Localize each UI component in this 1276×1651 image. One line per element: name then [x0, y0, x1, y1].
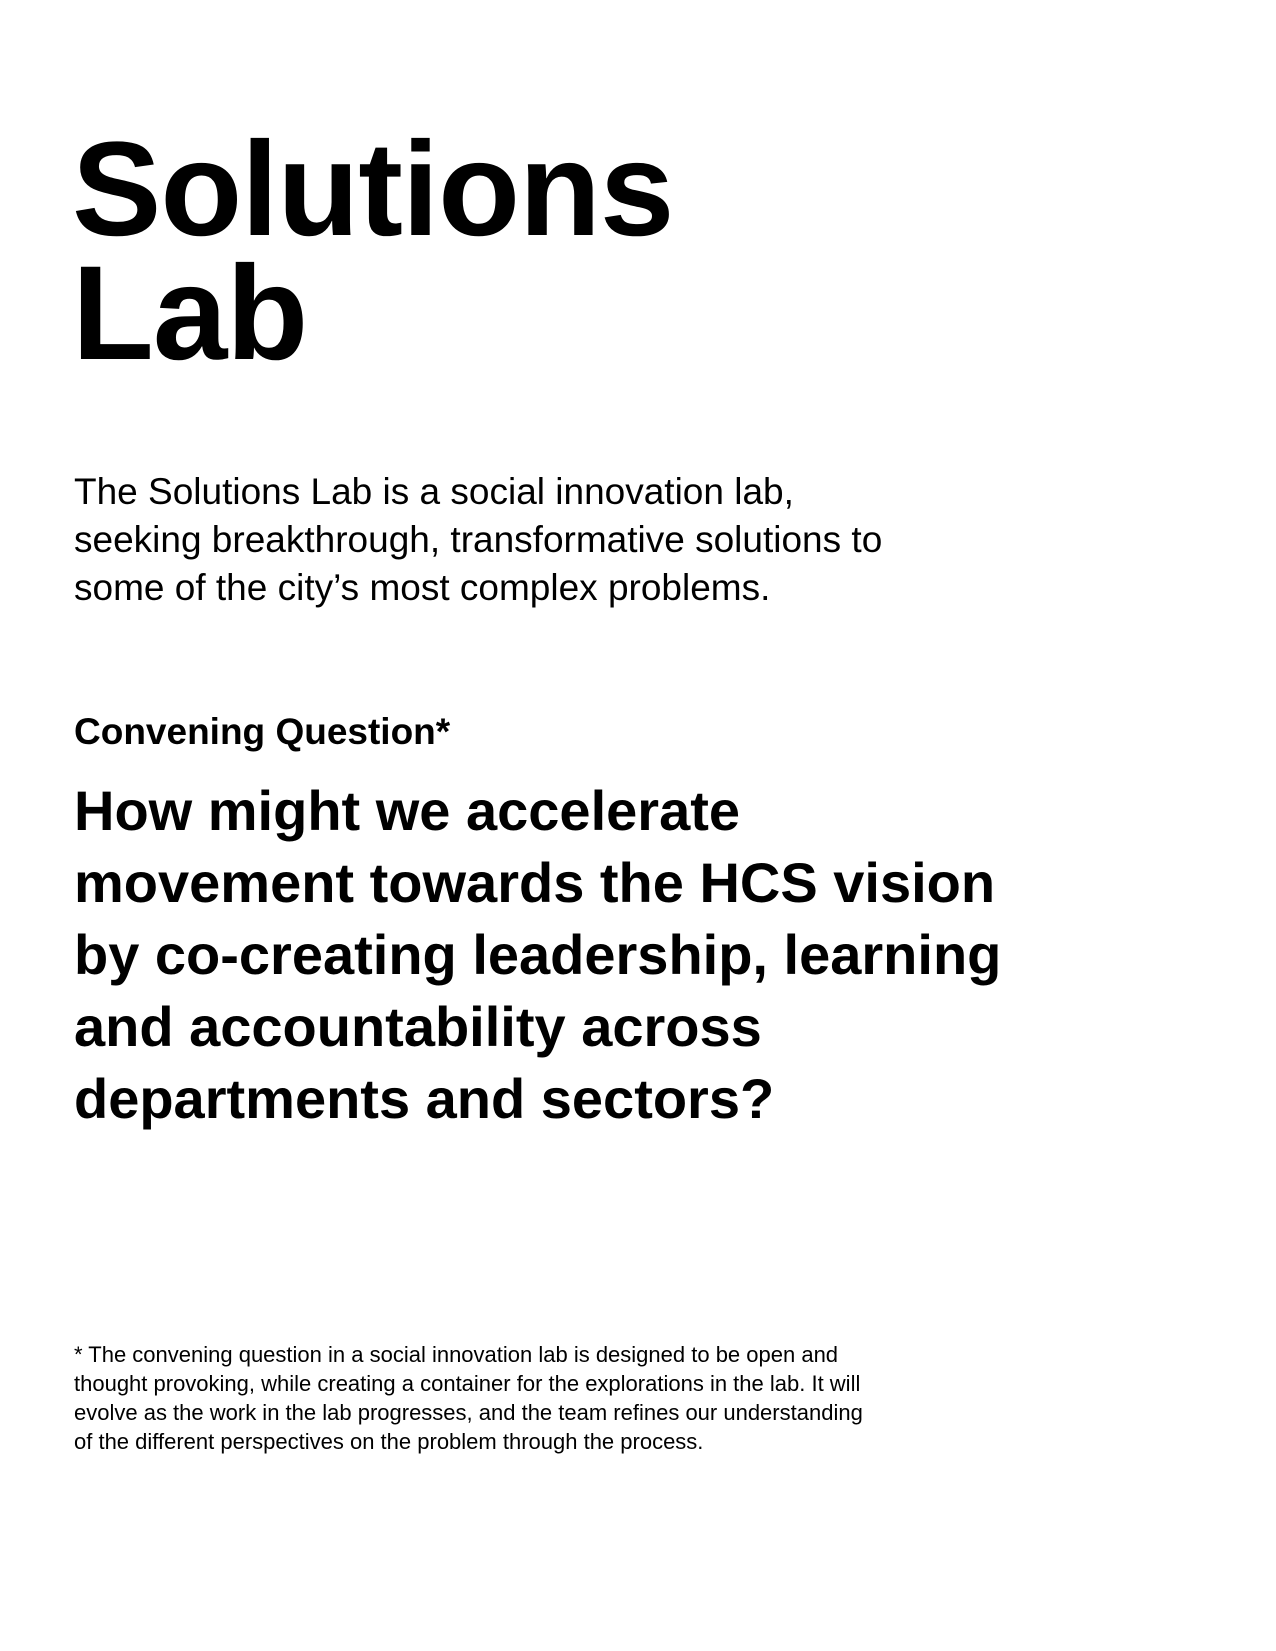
page-title-line-2: Lab — [72, 239, 308, 388]
question-line: departments and sectors? — [74, 1067, 775, 1130]
intro-line: The Solutions Lab is a social innovation lab, — [74, 471, 794, 512]
page-title — [72, 115, 674, 388]
footnote — [74, 1340, 1074, 1456]
footnote-line: evolve as the work in the lab progresses, and the team refines our understanding — [74, 1400, 863, 1425]
convening-question — [74, 775, 1214, 1135]
footnote-line: thought provoking, while creating a container for the explorations in the lab. It will — [74, 1371, 861, 1396]
question-line: How might we accelerate — [74, 779, 741, 842]
intro-paragraph — [74, 468, 1124, 612]
question-line: and accountability across — [74, 995, 762, 1058]
intro-line: seeking breakthrough, transformative solutions to — [74, 519, 883, 560]
intro-line: some of the city’s most complex problems. — [74, 567, 771, 608]
footnote-line: of the different perspectives on the problem through the process. — [74, 1429, 704, 1454]
question-line: by co-creating leadership, learning — [74, 923, 1002, 986]
convening-question-label: Convening Question* — [74, 711, 451, 752]
footnote-line: * The convening question in a social innovation lab is designed to be open and — [74, 1342, 839, 1367]
page-title-line-1: Solutions — [72, 115, 674, 264]
question-line: movement towards the HCS vision — [74, 851, 996, 914]
